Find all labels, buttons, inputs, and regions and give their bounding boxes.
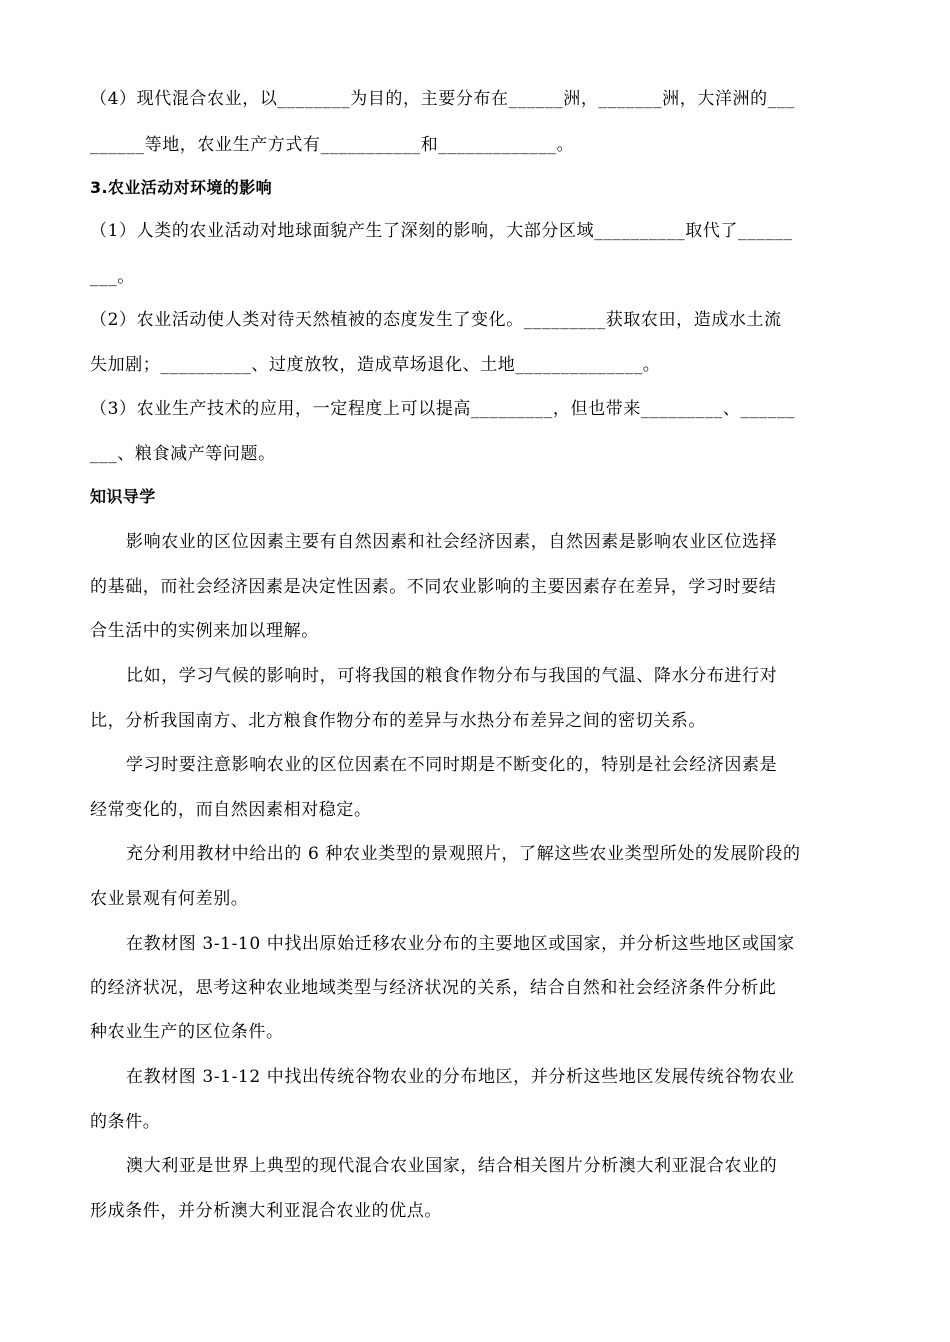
s3-item1-line1: （1）人类的农业活动对地球面貌产生了深刻的影响，大部分区域__________取代了______	[90, 221, 793, 241]
s3-item2-line2: 失加剧；__________、过度放牧，造成草场退化、土地______________。	[90, 355, 661, 375]
guide-p5-line3: 种农业生产的区位条件。	[90, 1022, 284, 1042]
guide-p6-line1: 在教材图 3-1-12 中找出传统谷物农业的分布地区，并分析这些地区发展传统谷物农业	[126, 1067, 795, 1087]
guide-p4-line1: 充分利用教材中给出的 6 种农业类型的景观照片，了解这些农业类型所处的发展阶段的	[126, 844, 801, 864]
guide-p1-line3: 合生活中的实例来加以理解。	[90, 621, 319, 641]
guide-heading: 知识导学	[90, 487, 156, 506]
guide-p1-line1: 影响农业的区位因素主要有自然因素和社会经济因素，自然因素是影响农业区位选择	[126, 532, 778, 552]
guide-p5-line1: 在教材图 3-1-10 中找出原始迁移农业分布的主要地区或国家，并分析这些地区或国家	[126, 934, 795, 954]
guide-p6-line2: 的条件。	[90, 1112, 161, 1132]
guide-p3-line1: 学习时要注意影响农业的区位因素在不同时期是不断变化的，特别是社会经济因素是	[126, 755, 778, 775]
s3-item2-line1: （2）农业活动使人类对待天然植被的态度发生了变化。_________获取农田，造成水土流	[90, 310, 782, 330]
s3-item3-line1: （3）农业生产技术的应用，一定程度上可以提高_________，但也带来_________、______	[90, 399, 796, 419]
guide-p2-line1: 比如，学习气候的影响时，可将我国的粮食作物分布与我国的气温、降水分布进行对	[126, 666, 778, 686]
guide-p5-line2: 的经济状况，思考这种农业地域类型与经济状况的关系，结合自然和社会经济条件分析此	[90, 978, 777, 998]
guide-p7-line2: 形成条件，并分析澳大利亚混合农业的优点。	[90, 1201, 442, 1221]
guide-p1-line2: 的基础，而社会经济因素是决定性因素。不同农业影响的主要因素存在差异，学习时要结	[90, 577, 777, 597]
item4-line1: （4）现代混合农业，以________为目的，主要分布在______洲，_______洲，大洋洲的___	[90, 89, 796, 109]
item4-line2: ______等地，农业生产方式有___________和_____________。	[90, 135, 575, 155]
section3-heading: 3.农业活动对环境的影响	[90, 178, 273, 197]
s3-item3-line2: ___、粮食减产等问题。	[90, 444, 276, 464]
guide-p3-line2: 经常变化的，而自然因素相对稳定。	[90, 800, 372, 820]
guide-p2-line2: 比，分析我国南方、北方粮食作物分布的差异与水热分布差异之间的密切关系。	[90, 711, 706, 731]
guide-p4-line2: 农业景观有何差别。	[90, 889, 249, 909]
s3-item1-line2: ___。	[90, 267, 135, 287]
guide-p7-line1: 澳大利亚是世界上典型的现代混合农业国家，结合相关图片分析澳大利亚混合农业的	[126, 1156, 778, 1176]
